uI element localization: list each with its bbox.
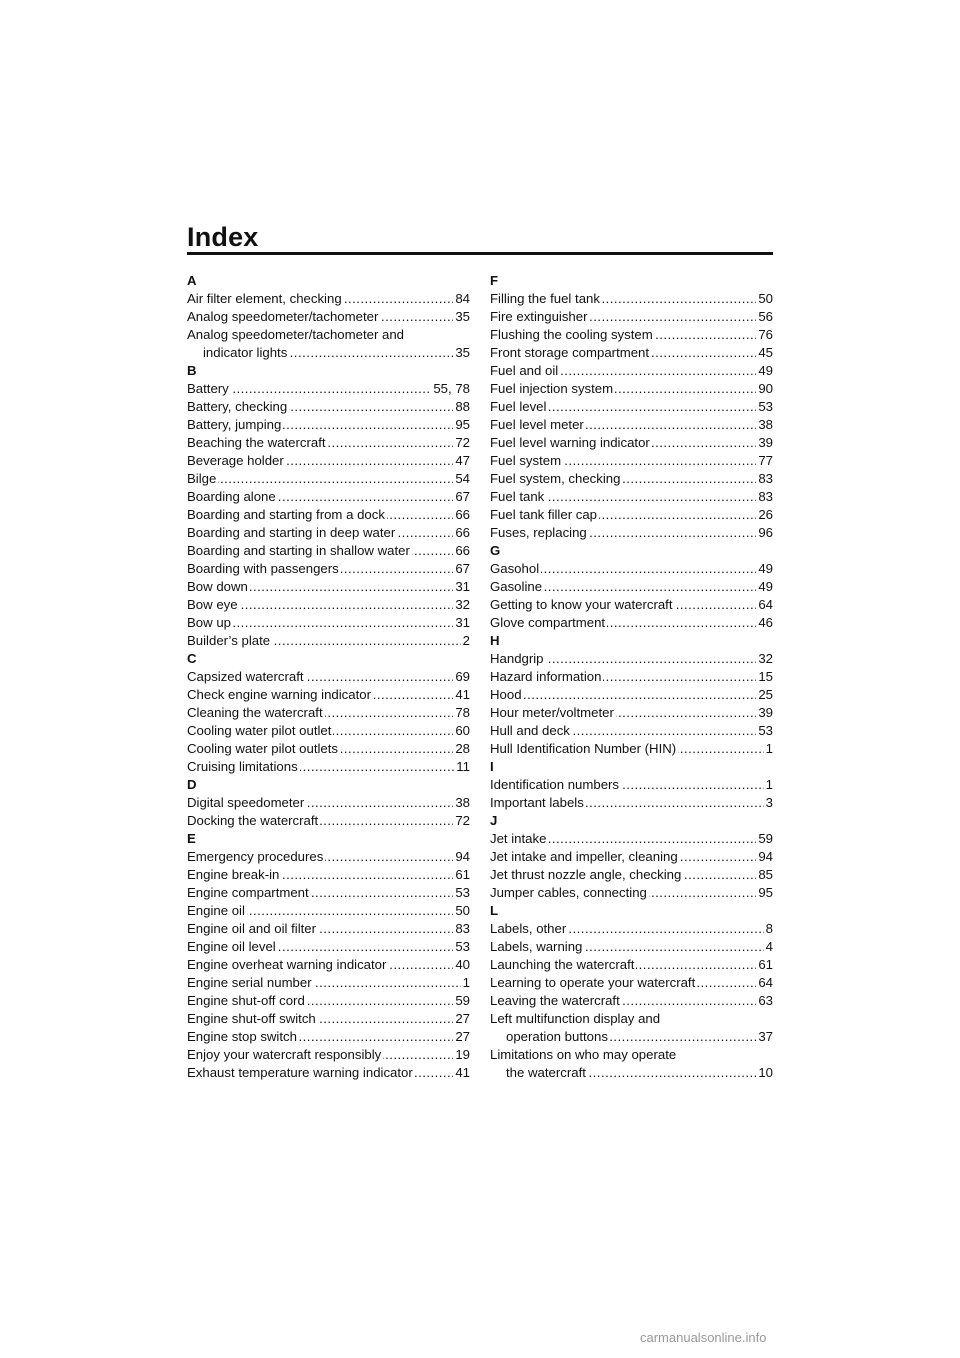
index-entry-page: 50 [455, 903, 470, 918]
index-entry-text: Bow down [187, 579, 248, 594]
index-entry-page: 90 [758, 381, 773, 396]
index-entry [187, 506, 470, 524]
index-entry-text: Front storage compartment [490, 345, 650, 360]
index-entry-page: 67 [455, 561, 470, 576]
index-entry [490, 686, 773, 704]
index-entry [187, 938, 470, 956]
index-entry [187, 488, 470, 506]
index-entry-page: 41 [455, 687, 470, 702]
index-entry-page: 32 [758, 651, 773, 666]
watermark: carmanualsonline.info [640, 1330, 767, 1345]
index-entry-text: Jet thrust nozzle angle, checking [490, 867, 682, 882]
index-entry-text: Engine shut-off cord [187, 993, 305, 1008]
index-entry [490, 326, 773, 344]
index-entry-page: 66 [455, 525, 470, 540]
index-entry [490, 596, 773, 614]
index-entry-text: indicator lights [203, 345, 288, 360]
index-entry-text: Engine compartment [187, 885, 309, 900]
index-entry [490, 452, 773, 470]
index-entry-page: 59 [455, 993, 470, 1008]
index-entry-page: 95 [758, 885, 773, 900]
index-entry [490, 416, 773, 434]
index-entry [490, 668, 773, 686]
index-entry [187, 794, 470, 812]
index-entry-text: Hull Identification Number (HIN) [490, 741, 677, 756]
index-entry-text: Fire extinguisher [490, 309, 588, 324]
index-entry-page: 63 [758, 993, 773, 1008]
index-letter-heading: I [490, 759, 494, 774]
index-entry-page: 53 [455, 939, 470, 954]
index-letter-heading: F [490, 273, 499, 288]
index-entry [490, 1046, 773, 1064]
index-entry [490, 704, 773, 722]
index-entry-page: 25 [758, 687, 773, 702]
index-entry-page: 64 [758, 597, 773, 612]
index-entry-page: 2 [462, 633, 470, 648]
index-entry [490, 614, 773, 632]
index-entry-text: Identification numbers [490, 777, 620, 792]
index-entry [490, 578, 773, 596]
index-entry [187, 452, 470, 470]
index-entry-text: Check engine warning indicator [187, 687, 372, 702]
index-entry [490, 866, 773, 884]
index-entry-page: 61 [758, 957, 773, 972]
index-entry-text: Limitations on who may operate [490, 1047, 677, 1062]
index-entry-page: 1 [765, 741, 773, 756]
index-entry-page: 66 [455, 543, 470, 558]
index-entry [187, 884, 470, 902]
index-entry-page: 88 [455, 399, 470, 414]
index-entry-page: 38 [455, 795, 470, 810]
index-entry-text: Exhaust temperature warning indicator [187, 1065, 413, 1080]
index-entry [490, 560, 773, 578]
index-entry-page: 77 [758, 453, 773, 468]
index-entry [490, 974, 773, 992]
index-entry-page: 53 [758, 723, 773, 738]
index-entry-page: 84 [455, 291, 470, 306]
index-entry-text: Left multifunction display and [490, 1011, 661, 1026]
index-entry-page: 83 [758, 489, 773, 504]
index-entry [187, 1064, 470, 1082]
index-entry-text: Analog speedometer/tachometer and [187, 327, 405, 342]
index-entry [490, 848, 773, 866]
index-entry-text: Boarding alone [187, 489, 276, 504]
index-entry [490, 956, 773, 974]
index-entry-text: Engine oil and oil filter [187, 921, 317, 936]
index-entry [187, 902, 470, 920]
index-entry-page: 78 [455, 705, 470, 720]
index-entry-text: Bilge [187, 471, 217, 486]
index-entry [187, 920, 470, 938]
index-entry-text: Filling the fuel tank [490, 291, 600, 306]
index-entry [490, 830, 773, 848]
index-entry-page: 55, 78 [433, 381, 470, 396]
index-entry [490, 920, 773, 938]
index-entry-text: Bow eye [187, 597, 238, 612]
index-entry [187, 434, 470, 452]
index-letter-heading: H [490, 633, 500, 648]
index-entry-page: 53 [455, 885, 470, 900]
index-entry-text: Gasoline [490, 579, 543, 594]
index-entry-page: 76 [758, 327, 773, 342]
index-entry-text: Launching the watercraft [490, 957, 635, 972]
index-entry-text: Labels, other [490, 921, 567, 936]
index-entry-text: Engine stop switch [187, 1029, 297, 1044]
index-entry-text: Hull and deck [490, 723, 570, 738]
index-entry-text: Fuel system, checking [490, 471, 621, 486]
index-entry-page: 53 [758, 399, 773, 414]
index-entry [490, 524, 773, 542]
index-entry-text: Gasohol [490, 561, 540, 576]
index-entry-page: 95 [455, 417, 470, 432]
index-entry-text: Handgrip [490, 651, 544, 666]
index-entry-text: Emergency procedures [187, 849, 324, 864]
index-entry [187, 686, 470, 704]
index-entry [187, 1046, 470, 1064]
index-entry [490, 344, 773, 362]
index-entry-page: 37 [758, 1029, 773, 1044]
index-entry-page: 1 [765, 777, 773, 792]
index-entry-page: 49 [758, 561, 773, 576]
index-entry [490, 1064, 773, 1082]
index-entry [187, 380, 470, 398]
index-entry-page: 49 [758, 579, 773, 594]
index-letter-heading: L [490, 903, 499, 918]
index-entry-page: 94 [758, 849, 773, 864]
index-entry [187, 290, 470, 308]
index-entry-text: Fuel and oil [490, 363, 559, 378]
index-entry-text: Labels, warning [490, 939, 583, 954]
index-entry-text: Fuel tank [490, 489, 545, 504]
index-entry-page: 28 [455, 741, 470, 756]
index-entry [187, 974, 470, 992]
index-entry-page: 3 [765, 795, 773, 810]
index-entry [187, 596, 470, 614]
index-entry-page: 15 [758, 669, 773, 684]
index-letter-heading: G [490, 543, 501, 558]
index-letter-heading: B [187, 363, 197, 378]
index-entry-page: 96 [758, 525, 773, 540]
dot-leader [490, 686, 773, 704]
index-entry [490, 290, 773, 308]
index-entry-page: 31 [455, 579, 470, 594]
index-entry-page: 27 [455, 1011, 470, 1026]
index-entry [187, 560, 470, 578]
index-entry-text: Analog speedometer/tachometer [187, 309, 379, 324]
dot-leader [187, 470, 470, 488]
index-entry-page: 72 [455, 435, 470, 450]
index-entry-text: Hood [490, 687, 522, 702]
index-entry-text: operation buttons [506, 1029, 608, 1044]
index-entry [187, 812, 470, 830]
index-entry-page: 47 [455, 453, 470, 468]
index-entry-text: Jet intake and impeller, cleaning [490, 849, 678, 864]
index-column-left [187, 272, 470, 1082]
index-entry-text: Bow up [187, 615, 231, 630]
index-entry-text: Boarding and starting in shallow water [187, 543, 410, 558]
index-entry-text: Jumper cables, connecting [490, 885, 647, 900]
index-entry [187, 992, 470, 1010]
index-entry-page: 35 [455, 309, 470, 324]
index-entry-text: Boarding and starting from a dock [187, 507, 385, 522]
index-entry-text: the watercraft [506, 1065, 586, 1080]
index-entry-text: Cleaning the watercraft [187, 705, 323, 720]
index-entry-text: Boarding with passengers [187, 561, 339, 576]
index-entry-text: Fuel system [490, 453, 562, 468]
index-entry-page: 54 [455, 471, 470, 486]
index-entry-text: Getting to know your watercraft [490, 597, 673, 612]
index-entry-text: Hazard information [490, 669, 602, 684]
index-entry-text: Fuel level meter [490, 417, 584, 432]
index-entry [490, 992, 773, 1010]
index-entry-page: 50 [758, 291, 773, 306]
index-entry-page: 85 [758, 867, 773, 882]
index-entry [187, 722, 470, 740]
index-entry [187, 308, 470, 326]
index-entry [490, 308, 773, 326]
index-entry [490, 434, 773, 452]
index-entry-page: 83 [758, 471, 773, 486]
index-entry [187, 344, 470, 362]
index-entry-page: 59 [758, 831, 773, 846]
index-entry-text: Learning to operate your watercraft [490, 975, 696, 990]
index-entry [187, 1010, 470, 1028]
page-title: Index [187, 222, 259, 252]
index-entry-page: 49 [758, 363, 773, 378]
index-entry [490, 740, 773, 758]
index-entry [187, 326, 470, 344]
index-entry-text: Glove compartment [490, 615, 606, 630]
index-entry [490, 362, 773, 380]
index-entry [187, 758, 470, 776]
index-entry [187, 956, 470, 974]
index-entry-page: 26 [758, 507, 773, 522]
index-entry [187, 704, 470, 722]
index-entry [187, 866, 470, 884]
index-letter-heading: J [490, 813, 498, 828]
index-entry-page: 11 [456, 759, 470, 774]
index-entry-text: Battery, jumping [187, 417, 282, 432]
index-entry [490, 884, 773, 902]
index-entry [187, 578, 470, 596]
index-entry-page: 66 [455, 507, 470, 522]
index-entry [187, 524, 470, 542]
index-entry-text: Cooling water pilot outlets [187, 741, 339, 756]
index-entry-text: Engine break-in [187, 867, 280, 882]
index-entry [490, 398, 773, 416]
index-entry-page: 32 [455, 597, 470, 612]
index-entry-page: 67 [455, 489, 470, 504]
index-entry [187, 740, 470, 758]
index-entry [187, 668, 470, 686]
index-entry-text: Engine oil [187, 903, 245, 918]
index-entry-text: Fuel level warning indicator [490, 435, 650, 450]
index-entry-page: 35 [455, 345, 470, 360]
index-entry-page: 46 [758, 615, 773, 630]
index-entry [490, 776, 773, 794]
index-entry-page: 69 [455, 669, 470, 684]
index-entry-page: 40 [455, 957, 470, 972]
index-entry-page: 38 [758, 417, 773, 432]
index-entry-text: Builder’s plate [187, 633, 271, 648]
index-letter-heading: A [187, 273, 197, 288]
index-entry [490, 470, 773, 488]
index-letter-heading: E [187, 831, 196, 846]
index-entry-text: Digital speedometer [187, 795, 305, 810]
index-entry-text: Cruising limitations [187, 759, 298, 774]
index-entry [490, 380, 773, 398]
index-entry-page: 8 [765, 921, 773, 936]
index-entry [490, 650, 773, 668]
index-entry [490, 722, 773, 740]
index-column-right [490, 272, 773, 1082]
index-entry-text: Engine oil level [187, 939, 276, 954]
index-entry-text: Fuel injection system [490, 381, 614, 396]
index-entry [490, 1028, 773, 1046]
index-entry-text: Fuses, replacing [490, 525, 587, 540]
index-entry-text: Engine overheat warning indicator [187, 957, 387, 972]
index-entry [187, 470, 470, 488]
index-entry-page: 41 [455, 1065, 470, 1080]
index-entry [187, 632, 470, 650]
index-entry-text: Flushing the cooling system [490, 327, 653, 342]
index-entry-text: Enjoy your watercraft responsibly [187, 1047, 382, 1062]
index-entry-text: Docking the watercraft [187, 813, 319, 828]
index-entry-page: 1 [462, 975, 470, 990]
index-entry-page: 83 [455, 921, 470, 936]
index-entry-text: Battery, checking [187, 399, 288, 414]
index-entry [187, 398, 470, 416]
index-entry [490, 1010, 773, 1028]
index-entry [187, 614, 470, 632]
index-entry [187, 848, 470, 866]
index-entry [490, 794, 773, 812]
index-entry-page: 72 [455, 813, 470, 828]
index-entry-text: Important labels [490, 795, 584, 810]
index-entry-page: 94 [455, 849, 470, 864]
index-entry-text: Battery [187, 381, 229, 396]
index-entry-page: 10 [758, 1065, 773, 1080]
index-entry-page: 27 [455, 1029, 470, 1044]
index-entry [490, 488, 773, 506]
index-entry-text: Boarding and starting in deep water [187, 525, 396, 540]
index-entry [187, 542, 470, 560]
index-entry-page: 56 [758, 309, 773, 324]
index-entry-text: Engine serial number [187, 975, 312, 990]
index-letter-heading: D [187, 777, 197, 792]
index-entry-text: Capsized watercraft [187, 669, 304, 684]
index-letter-heading: C [187, 651, 197, 666]
index-entry-page: 45 [758, 345, 773, 360]
index-entry-text: Fuel tank filler cap [490, 507, 598, 522]
index-entry-page: 60 [455, 723, 470, 738]
index-entry-text: Leaving the watercraft [490, 993, 620, 1008]
index-entry-page: 64 [758, 975, 773, 990]
index-entry-page: 31 [455, 615, 470, 630]
index-entry [490, 506, 773, 524]
index-entry [490, 938, 773, 956]
index-entry-page: 4 [765, 939, 773, 954]
index-entry-text: Jet intake [490, 831, 547, 846]
index-entry-text: Beverage holder [187, 453, 284, 468]
index-entry-text: Engine shut-off switch [187, 1011, 316, 1026]
index-entry-page: 39 [758, 435, 773, 450]
index-entry [187, 1028, 470, 1046]
index-entry-page: 39 [758, 705, 773, 720]
index-entry-page: 19 [455, 1047, 470, 1062]
index-entry-text: Fuel level [490, 399, 547, 414]
index-entry-text: Air filter element, checking [187, 291, 342, 306]
index-entry-text: Beaching the watercraft [187, 435, 326, 450]
index-entry-page: 61 [455, 867, 470, 882]
index-entry-text: Hour meter/voltmeter [490, 705, 614, 720]
index-entry [187, 416, 470, 434]
index-entry-text: Cooling water pilot outlet [187, 723, 332, 738]
title-rule [187, 252, 773, 255]
